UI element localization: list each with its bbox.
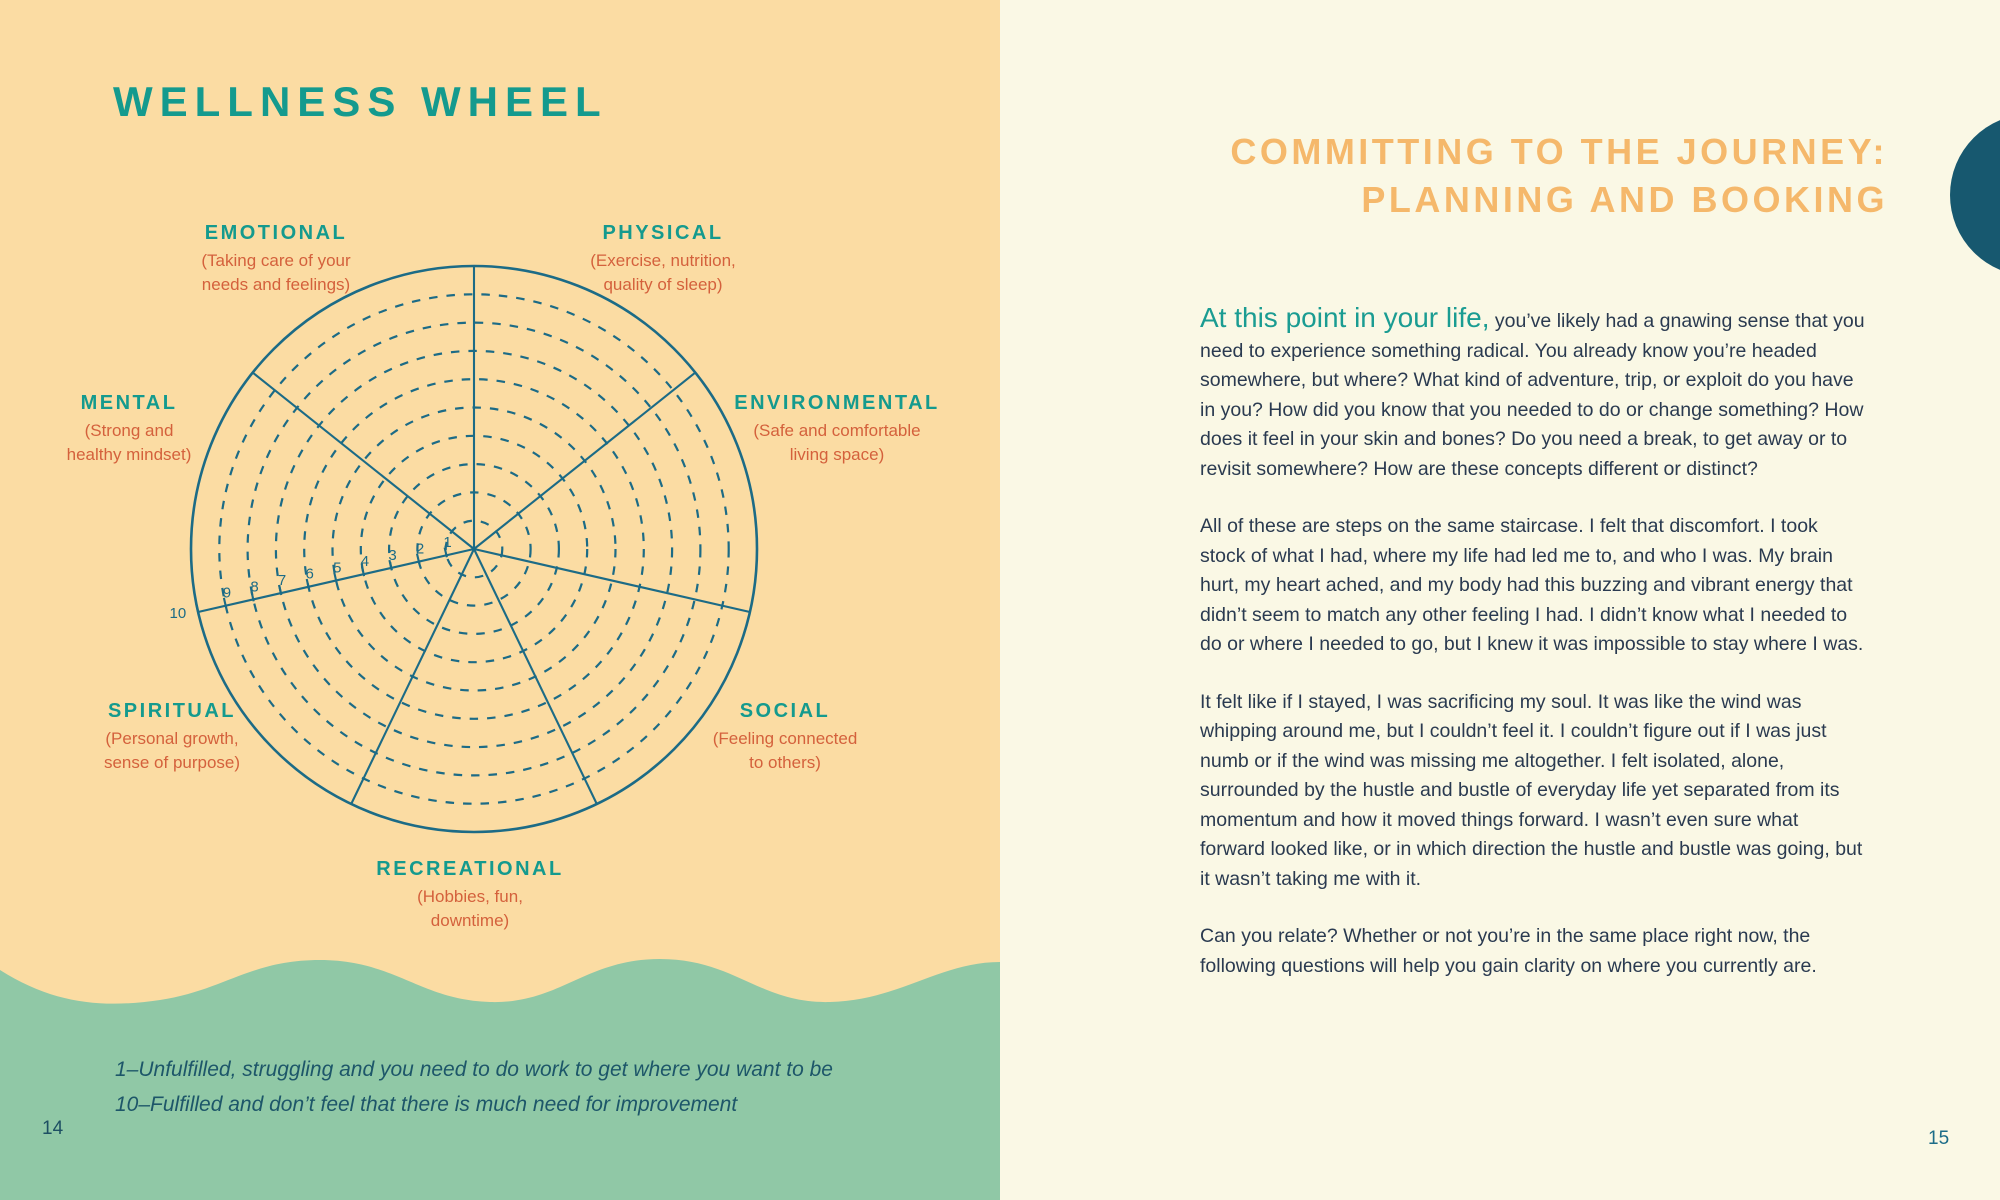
scale-number: 6 — [305, 565, 314, 583]
paragraph-4: Can you relate? Whether or not you’re in the same place right now, the following questions will help you gain clarity on where you currently are. — [1200, 925, 1817, 977]
scale-number: 3 — [388, 546, 397, 564]
paragraph-3: It felt like if I stayed, I was sacrificing my soul. It was like the wind was whipping around me, but I couldn’t feel it. I couldn’t figure out if I was just numb or if the wind was missing me altogether. I felt isolated, alone, surrounded by the hustle and bustle of everyday life yet separated from its momentum and how it moved things forward. I wasn’t even sure what forward looked like, or in which direction the hustle and bustle was going, but it wasn’t taking me with it. — [1200, 690, 1863, 890]
category-name: MENTAL — [80, 392, 178, 414]
scale-number: 10 — [169, 605, 187, 622]
category-desc: (Strong and healthy mindset) — [66, 421, 192, 464]
scale-number: 1 — [443, 534, 452, 552]
paragraph-1 — [1200, 304, 1866, 484]
legend-line-1: 1–Unfulfilled, struggling and you need to do work to get where you want to be — [115, 1058, 833, 1081]
scale-number: 4 — [360, 553, 370, 571]
wheel-label-mental — [67, 392, 192, 467]
wheel-spoke — [474, 549, 750, 612]
wheel-label-physical — [590, 222, 736, 297]
category-name: PHYSICAL — [602, 222, 724, 244]
chapter-title — [1230, 128, 1888, 224]
category-desc: (Feeling connected to others) — [712, 729, 858, 772]
scale-number: 9 — [222, 584, 232, 602]
page-number-left: 14 — [42, 1118, 64, 1139]
body-text-column — [1200, 304, 1866, 1009]
category-desc: (Taking care of your needs and feelings) — [201, 251, 351, 294]
scale-number: 5 — [333, 559, 342, 577]
category-desc: (Safe and comfortable living space) — [753, 421, 921, 464]
page-number-right: 15 — [1928, 1128, 1950, 1149]
category-desc: (Hobbies, fun, downtime) — [417, 887, 523, 930]
wheel-label-recreational — [376, 858, 563, 933]
lead-in-phrase: At this point in your life, — [1200, 302, 1490, 333]
chapter-title-line2: PLANNING AND BOOKING — [1361, 179, 1888, 220]
paragraph-2: All of these are steps on the same staircase. I felt that discomfort. I took stock of what I had, where my life had led me to, and who I was. My brain hurt, my heart ached, and my body had this buzzing and vibrant energy that didn’t seem to match any other feeling I had. I didn’t know what I needed to do or where I needed to go, but I knew it was impossible to stay where I was. — [1200, 515, 1864, 655]
paragraph-1-text: you’ve likely had a gnawing sense that you need to experience something radical. You already know you’re headed somewhere, but where? What kind of adventure, trip, or exploit do you have in you? How did you know that you needed to do or change something? How does it feel in your skin and bones? Do you need a break, to get away or to revisit somewhere? How are these concepts different or distinct? — [1200, 310, 1865, 480]
wheel-label-social — [713, 700, 858, 775]
chapter-title-line1: COMMITTING TO THE JOURNEY: — [1230, 131, 1888, 172]
wheel-label-environmental — [734, 392, 939, 467]
teal-circle-decoration — [1950, 114, 2000, 276]
legend-line-2: 10–Fulfilled and don’t feel that there is much need for improvement — [115, 1093, 738, 1116]
category-name: ENVIRONMENTAL — [734, 392, 940, 414]
category-desc: (Exercise, nutrition, quality of sleep) — [590, 251, 736, 294]
right-page — [1000, 0, 2000, 1200]
wheel-label-spiritual — [104, 700, 240, 775]
category-name: SPIRITUAL — [107, 700, 237, 722]
category-name: EMOTIONAL — [204, 222, 348, 244]
scale-tick — [196, 604, 198, 614]
wheel-spoke — [253, 373, 474, 552]
wheel-spoke — [351, 546, 474, 804]
scale-number: 8 — [250, 578, 259, 596]
category-desc: (Personal growth, sense of purpose) — [103, 729, 241, 772]
scale-number: 2 — [415, 540, 425, 558]
scale-number: 7 — [277, 572, 287, 589]
wheel-label-emotional — [201, 222, 350, 297]
wheel-spoke — [474, 549, 597, 804]
category-name: SOCIAL — [739, 700, 831, 722]
left-page-title: WELLNESS WHEEL — [113, 78, 608, 125]
wheel-scale-legend — [115, 1052, 833, 1122]
category-name: RECREATIONAL — [376, 858, 564, 880]
